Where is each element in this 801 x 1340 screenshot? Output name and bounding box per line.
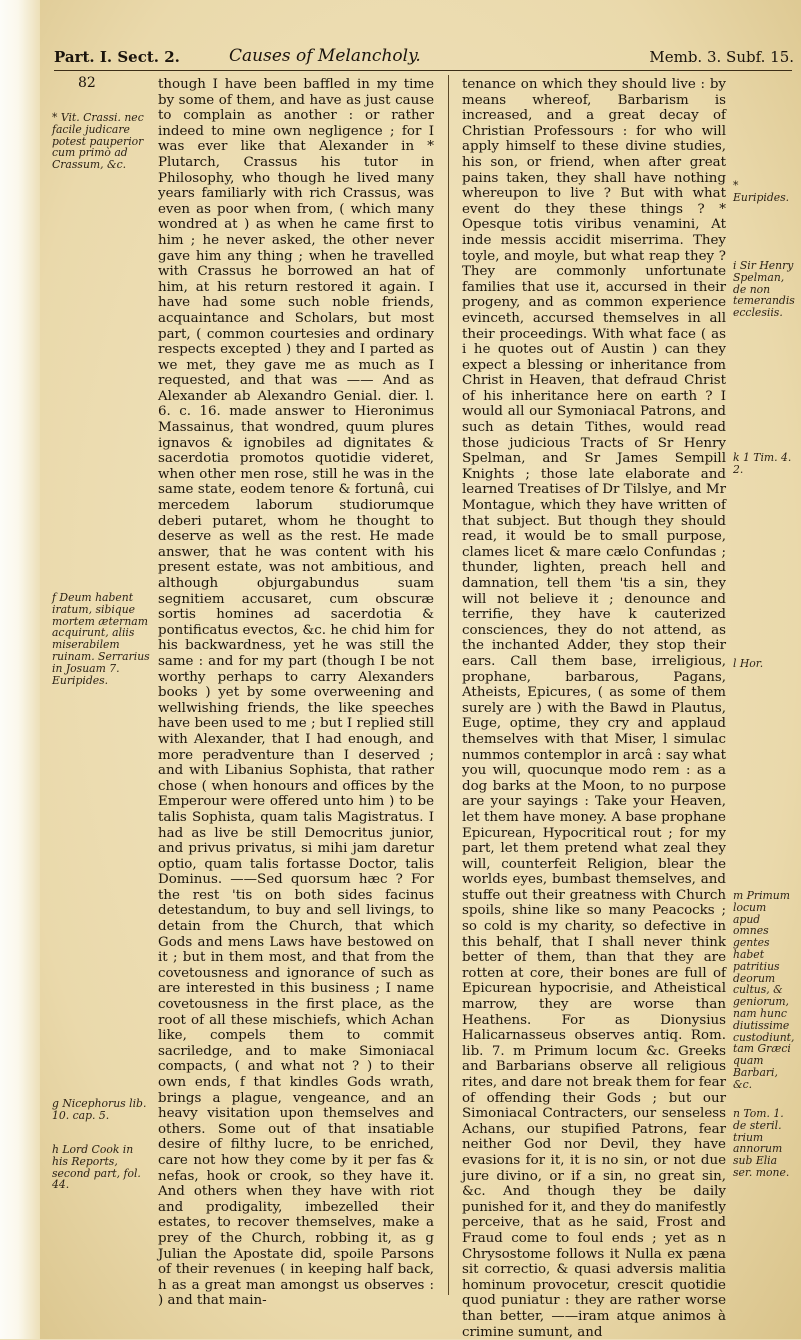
running-header bbox=[54, 44, 794, 68]
margin-note-left-3: g Nicephorus lib. 10. cap. 5. bbox=[52, 1097, 147, 1122]
book-fold bbox=[0, 0, 40, 1339]
margin-note-right-4: l Hor. bbox=[733, 657, 764, 670]
right-column bbox=[462, 77, 726, 1340]
margin-note-left-2: f Deum habent iratum, sibique mortem æternam acquirunt, aliis miserabilem ruinam. Serrarius in Josuam 7. Euripides. bbox=[52, 591, 150, 687]
column-divider bbox=[448, 75, 449, 1295]
margin-note-right-2: i Sir Henry Spelman, de non temerandis ecclesiis. bbox=[733, 259, 795, 320]
right-column-text: tenance on which they should live : by means whereof, Barbarism is increased, and a great decay of Christian Professours : for who will apply himself to these divine studies, his son, or friend, when after great pains taken, they shall have nothing whereupon to live ? But with what event do they these things ? * Opesque totis viribus venamini, At inde messis accidit miserrima. They toyle, and moyle, but what reap they ? They are commonly unfortunate families that use it, accursed in their progeny, and as common experience evinceth, accursed themselves in all their proceedings. With what face ( as i he quotes out of Austin ) can they expect a blessing or inheritance from Christ in Heaven, that defraud Christ of his inheritance here on earth ? I would all our Symoniacal Patrons, and such as detain Tithes, would read those judicious Tracts of Sr Henry Spelman, and Sr James Sempill Knights ; those late elaborate and learned Treatises of Dr Tilslye, and Mr Montague, which they have written of that subject. But though they should read, it would be to small purpose, clames licet & mare cælo Confundas ; thunder, lighten, preach hell and damnation, tell them 'tis a sin, they will not believe it ; denounce and terrifie, they have k cauterized consciences, they do not attend, as the inchanted Adder, they stop their ears. Call them base, irreligious, prophane, barbarous, Pagans, Atheists, Epicures, ( as some of them surely are ) with the Bawd in Plautus, Euge, optime, they cry and applaud themselves with that Miser, l simulac nummos contemplor in arcâ : say what you will, quocunque modo rem : as a dog barks at the Moon, to no purpose are your sayings : Take your Heaven, let them have money. A base prophane Epicurean, Hypocritical rout ; for my part, let them pretend what zeal they will, counterfeit Religion, blear the worlds eyes, bumbast themselves, and stuffe out their greatness with Church spoils, shine like so many Peacocks ; so cold is my charity, so defective in this behalf, that I shall never think better of them, than that they are rotten at core, their bones are full of Epicurean hypocrisie, and Atheistical marrow, they are worse than Heathens. For as Dionysius Halicarnasseus observes antiq. Rom. lib. 7. m Primum locum &c. Greeks and Barbarians observe all religious rites, and dare not break them for fear of offending their Gods ; but our Simoniacal Contracters, our senseless Achans, our stupified Patrons, fear neither God nor Devil, they have evasions for it, it is no sin, or not due jure divino, or if a sin, no great sin, &c. And though they be daily punished for it, and they do manifestly perceive, that as he said, Frost and Fraud come to foul ends ; yet as n Chrysostome follows it Nulla ex pæna sit correctio, & quasi adversis malitia hominum provocetur, crescit quotidie quod puniatur : they are rather worse than better, ——iram atque animos à crimine sumunt, and bbox=[462, 77, 726, 1340]
page-number: 82 bbox=[78, 75, 96, 91]
header-memb: Memb. 3. Subf. 15. bbox=[649, 48, 794, 66]
header-part: Part. I. Sect. 2. bbox=[54, 48, 180, 66]
margin-note-left-1: * Vit. Crassi. nec facile judicare potest pauperior cum primò ad Crassum, &c. bbox=[52, 111, 144, 172]
left-column bbox=[158, 77, 434, 1309]
left-column-text: though I have been baffled in my time by some of them, and have as just cause to complain as another : or rather indeed to mine own negligence ; for I was ever like that Alexander in * Plutarch, Crassus his tutor in Philosophy, who though he lived many years familiarly with rich Crassus, was even as poor when from, ( which many wondred at ) as when he came first to him ; he never asked, the other never gave him any thing ; when he travelled with Crassus he borrowed an hat of him, at his return restored it again. I have had some such noble friends, acquaintance and Scholars, but most part, ( common courtesies and ordinary respects excepted ) they and I parted as we met, they gave me as much as I requested, and that was —— And as Alexander ab Alexandro Genial. dier. l. 6. c. 16. made answer to Hieronimus Massainus, that wondred, quum plures ignavos & ignobiles ad dignitates & sacerdotia promotos quotidie videret, when other men rose, still he was in the same state, eodem tenore & fortunâ, cui mercedem laborum studiorumque deberi putaret, whom he thought to deserve as well as the rest. He made answer, that he was content with his present estate, was not ambitious, and although objurgabundus suam segnitiem accusaret, cum obscuræ sortis homines ad sacerdotia & pontificatus evectos, &c. he chid him for his backwardness, yet he was still the same : and for my part (though I be not worthy perhaps to carry Alexanders books ) yet by some overweening and wellwishing friends, the like speeches have been used to me ; but I replied still with Alexander, that I had enough, and more peradventure than I deserved ; and with Libanius Sophista, that rather chose ( when honours and offices by the Emperour were offered unto him ) to be talis Sophista, quam talis Magistratus. I had as live be still Democritus junior, and privus privatus, si mihi jam daretur optio, quam talis fortasse Doctor, talis Dominus. ——Sed quorsum hæc ? For the rest 'tis on both sides facinus detestandum, to buy and sell livings, to detain from the Church, that which Gods and mens Laws have bestowed on it ; but in them most, and that from the covetousness and ignorance of such as are interested in this business ; I name covetousness in the first place, as the root of all these mischiefs, which Achan like, compels them to commit sacriledge, and to make Simoniacal compacts, ( and what not ? ) to their own ends, f that kindles Gods wrath, brings a plague, vengeance, and an heavy visitation upon themselves and others. Some out of that insatiable desire of filthy lucre, to be enriched, care not how they come by it per fas & nefas, hook or crook, so they have it. And others when they have with riot and prodigality, imbezelled their estates, to recover themselves, make a prey of the Church, robbing it, as g Julian the Apostate did, spoile Parsons of their revenues ( in keeping half back, h as a great man amongst us observes : ) and that main- bbox=[158, 77, 434, 1309]
header-rule bbox=[54, 70, 792, 71]
margin-note-left-4: h Lord Cook in his Reports, second part, fol. 44. bbox=[52, 1143, 141, 1192]
margin-note-right-6: n Tom. 1. de steril. trium annorum sub Elia ser. mone. bbox=[733, 1107, 790, 1179]
margin-note-right-5: m Primum locum apud omnes gentes habet patritius deorum cultus, & geniorum, nam hunc diutissime custodiunt, tam Græci quam Barbari, &c. bbox=[733, 889, 795, 1091]
margin-note-right-1: * Euripides. bbox=[733, 179, 790, 204]
margin-note-right-3: k 1 Tim. 4. 2. bbox=[733, 451, 792, 476]
header-title: Causes of Melancholy. bbox=[229, 46, 421, 66]
